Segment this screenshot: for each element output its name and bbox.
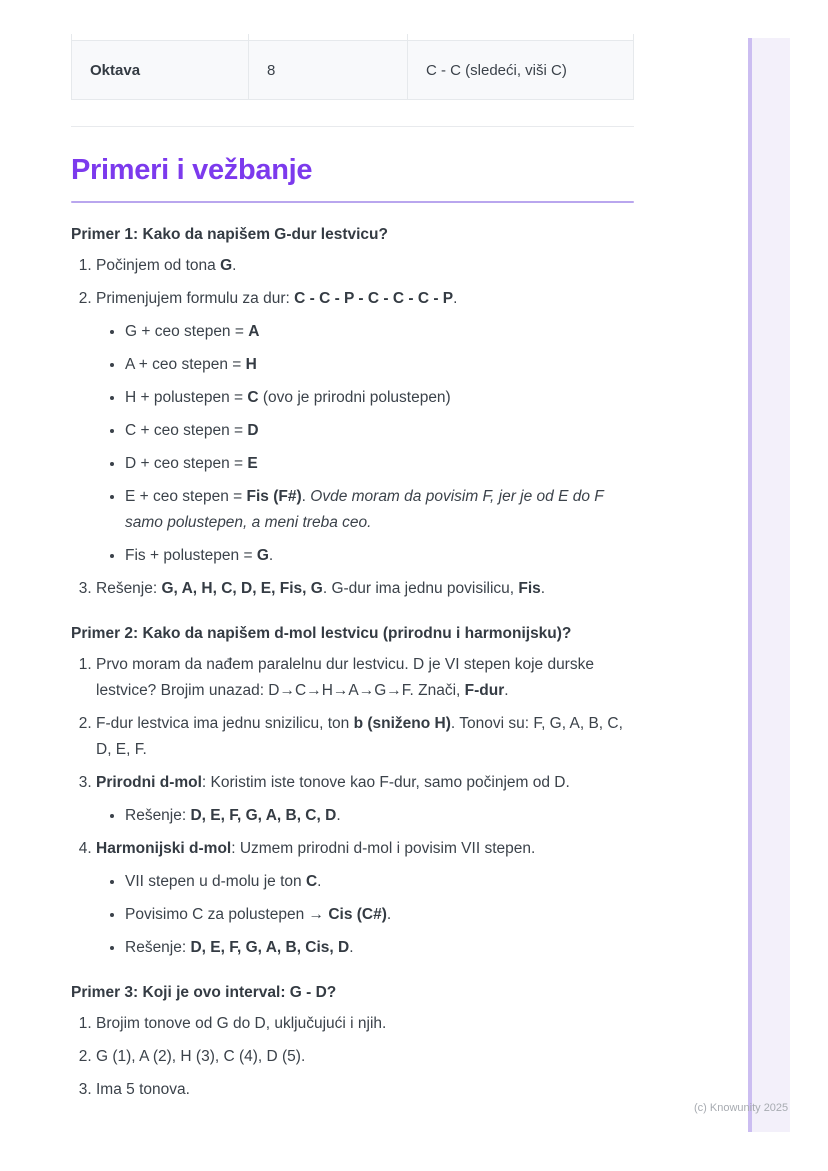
step-item: 2. G (1), A (2), H (3), C (4), D (5). [96,1044,634,1070]
step-item: 1. Prvo moram da nađem paralelnu dur lestvicu. D je VI stepen koje durske lestvice? Brojim unazad: D→C→H→A→G→F. Znači, F-dur. [96,652,634,704]
step-item [96,836,634,961]
bullet-item: • C + ceo stepen = D [125,418,634,444]
example-2-steps [71,652,634,961]
interval-table-fragment [71,34,634,100]
table-row-oktava [72,40,633,100]
example-1-title: Primer 1: Kako da napišem G-dur lestvicu? [71,226,388,243]
bullet-item: • E + ceo stepen = Fis (F#). Ovde moram da povisim F, jer je od E do F samo polustepen, a meni treba ceo. [125,484,634,536]
table-row-partial [72,34,633,40]
step-item: 2. F-dur lestvica ima jednu snizilicu, ton b (sniženo H). Tonovi su: F, G, A, B, C, D, E, F. [96,711,634,763]
step-text: Harmonijski d-mol: Uzmem prirodni d-mol i povisim VII stepen. [96,840,536,857]
example-1-steps [71,253,634,602]
table-cell [72,34,248,40]
example-2-natural-substeps [96,803,634,829]
title-underline [71,201,634,203]
example-2-title: Primer 2: Kako da napišem d-mol lestvicu (prirodnu i harmonijsku)? [71,625,572,642]
example-2-harmonic-substeps [96,869,634,961]
bullet-item: • Rešenje: D, E, F, G, A, B, C, D. [125,803,634,829]
bullet-item: • H + polustepen = C (ovo je prirodni polustepen) [125,385,634,411]
bullet-item: • D + ceo stepen = E [125,451,634,477]
table-cell-tone-count: 8 [248,41,407,99]
copyright-watermark: (c) Knowunity 2025 [694,1102,789,1114]
bullet-item: • Fis + polustepen = G. [125,543,634,569]
example-3-steps [71,1011,634,1103]
bullet-item: • G + ceo stepen = A [125,319,634,345]
step-item: 1. Počinjem od tona G. [96,253,634,279]
example-1-substeps [96,319,634,569]
table-cell-example: C - C (sledeći, viši C) [407,41,635,99]
document-content [71,34,634,1110]
bullet-item: • Povisimo C za polustepen → Cis (C#). [125,902,634,928]
section-title: Primeri i vežbanje [71,154,313,186]
example-3-title: Primer 3: Koji je ovo interval: G - D? [71,984,337,1001]
bullet-item: • Rešenje: D, E, F, G, A, B, Cis, D. [125,935,634,961]
step-item: 1. Brojim tonove od G do D, uključujući i njih. [96,1011,634,1037]
step-item [96,770,634,829]
step-item: 3. Ima 5 tonova. [96,1077,634,1103]
section-divider [71,126,634,127]
adjacent-page-edge [748,38,752,1132]
bullet-item: • A + ceo stepen = H [125,352,634,378]
step-text: Prirodni d-mol: Koristim iste tonove kao F-dur, samo počinjem od D. [96,774,570,791]
step-item [96,286,634,569]
adjacent-page-preview[interactable] [748,38,790,1132]
table-cell-interval-name: Oktava [90,62,141,79]
table-cell [407,34,635,40]
step-item: 3. Rešenje: G, A, H, C, D, E, Fis, G. G-dur ima jednu povisilicu, Fis. [96,576,634,602]
table-cell [248,34,407,40]
step-text: Primenjujem formulu za dur: C - C - P - C - C - C - P. [96,290,458,307]
bullet-item: • VII stepen u d-molu je ton C. [125,869,634,895]
